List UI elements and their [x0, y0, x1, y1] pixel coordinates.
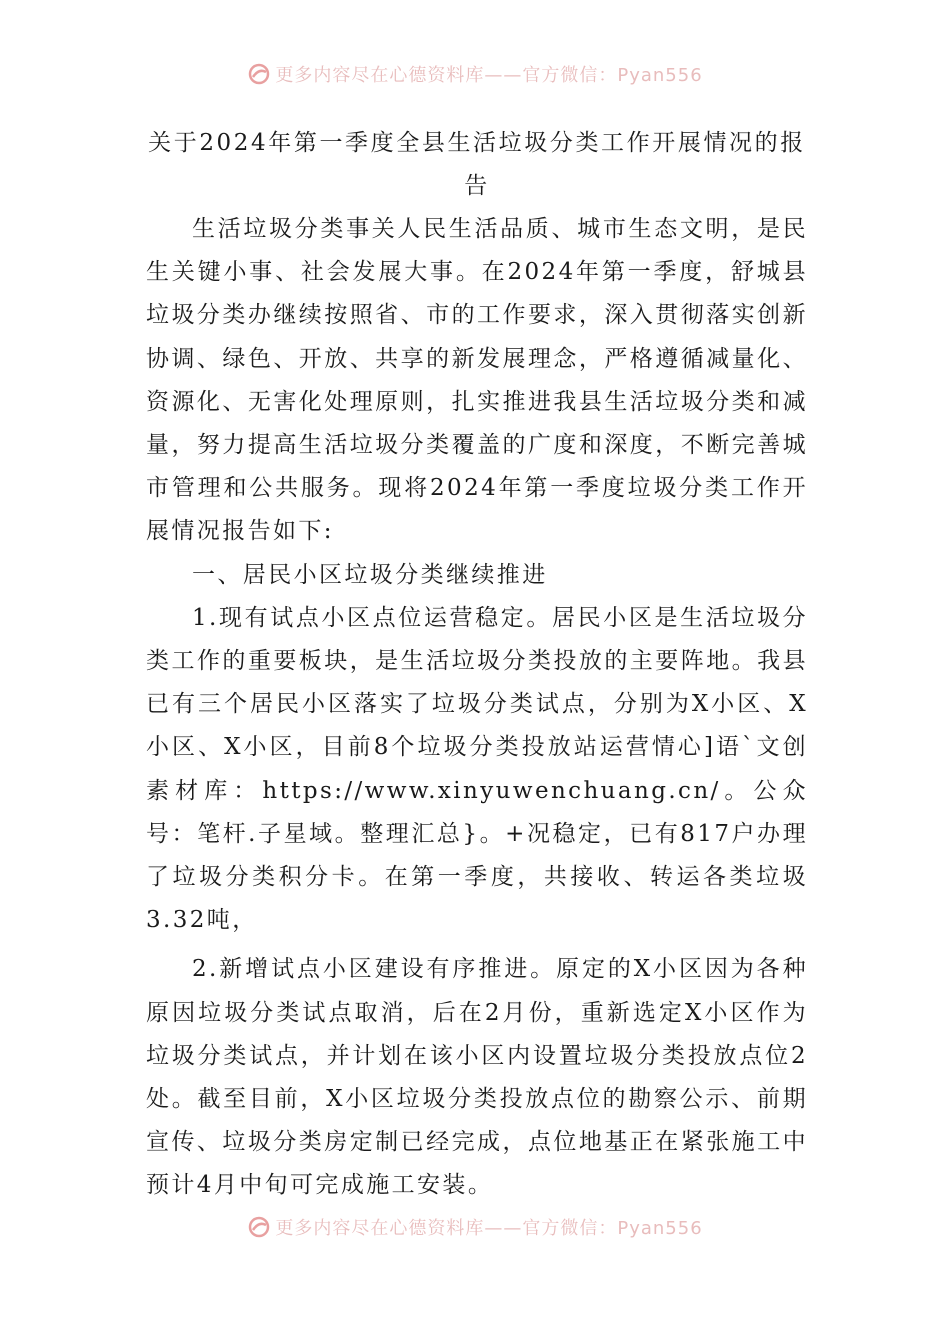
watermark-header [0, 54, 950, 94]
document-body [146, 122, 808, 1208]
watermark-text: 更多内容尽在心德资料库——官方微信：Pyan556 [275, 65, 703, 86]
watermark-footer [0, 1207, 950, 1247]
item-paragraph-1: 1.现有试点小区点位运营稳定。居民小区是生活垃圾分类工作的重要板块，是生活垃圾分类投放的主要阵地。我县已有三个居民小区落实了垃圾分类试点，分别为X小区、X小区、X小区，目前8个垃圾分类投放站运营情心]语`文创素材库：https://www.xinyuwenchuang.cn/。公众号：笔杆.子星域。整理汇总}。+况稳定，已有817户办理了垃圾分类积分卡。在第一季度，共接收、转运各类垃圾3.32吨， [146, 604, 808, 934]
item-paragraph-2: 2.新增试点小区建设有序推进。原定的X小区因为各种原因垃圾分类试点取消，后在2月份，重新选定X小区作为垃圾分类试点，并计划在该小区内设置垃圾分类投放点位2处。截至目前，X小区垃圾分类投放点位的勘察公示、前期宣传、垃圾分类房定制已经完成，点位地基正在紧张施工中预计4月中旬可完成施工安装。 [146, 956, 808, 1199]
document-title: 关于2024年第一季度全县生活垃圾分类工作开展情况的报告 [148, 130, 806, 199]
intro-paragraph: 生活垃圾分类事关人民生活品质、城市生态文明，是民生关键小事、社会发展大事。在2024年第一季度，舒城县垃圾分类办继续按照省、市的工作要求，深入贯彻落实创新协调、绿色、开放、共享的新发展理念，严格遵循减量化、资源化、无害化处理原则，扎实推进我县生活垃圾分类和减量，努力提高生活垃圾分类覆盖的广度和深度，不断完善城市管理和公共服务。现将2024年第一季度垃圾分类工作开展情况报告如下: [146, 216, 808, 545]
watermark-logo-icon [247, 62, 271, 86]
watermark-logo-icon [247, 1215, 271, 1239]
section-heading-1: 一、居民小区垃圾分类继续推进 [192, 561, 548, 588]
watermark-text: 更多内容尽在心德资料库——官方微信：Pyan556 [275, 1218, 703, 1239]
